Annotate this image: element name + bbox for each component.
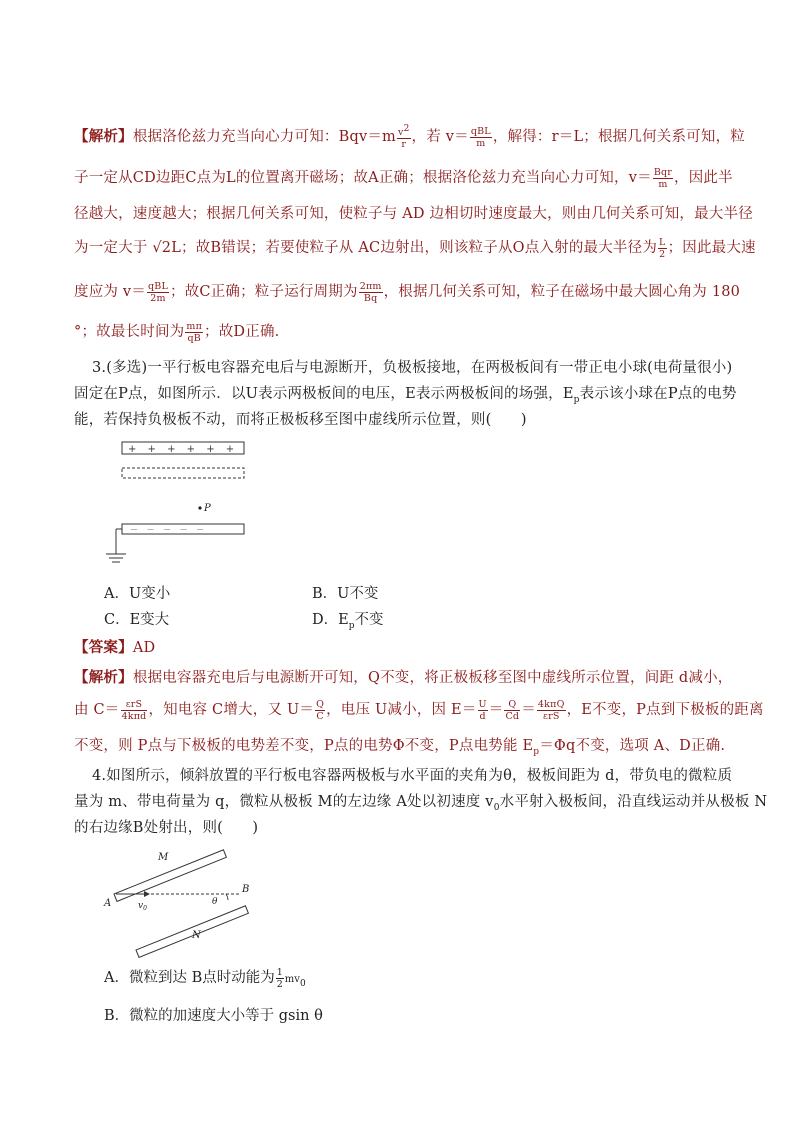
velocity-arrowhead	[144, 891, 150, 897]
q4-line3: 的右边缘B处射出，则( )	[74, 820, 259, 836]
q3-option-d: D．$E_p$不变	[312, 612, 384, 631]
q4-option-a: A．微粒到达 B点时动能为 $\frac{1}{2}$ $mv_0$	[104, 966, 306, 990]
positive-plate-signs: + + + + + +	[128, 444, 239, 455]
analysis3-line2: 由 C＝ $\frac{\text{εrS}}{\text{4kπd}}$ ，知电容 C增大，又 U＝ $\frac{Q}{C}$ ，电压 U减小，因 E＝ $\frac{U}{d}$ ＝ $\frac{Q}{Cd}$ ＝ $\frac{\text{4kπQ}}{\text{εrS}}$ ，E不变，P点到下极板的距离	[74, 698, 764, 722]
q3-line3: 能，若保持负极板不动，而将正极板移至图中虚线所示位置，则( )	[74, 412, 527, 428]
point-p-label: P	[204, 503, 211, 514]
q4-line2: 量为 m、带电荷量为 q，微粒从极板 M的左边缘 A处以初速度 $v_0$水平射入极板间，沿直线运动并从极板 N	[74, 794, 768, 813]
point-b-label: B	[242, 884, 250, 895]
analysis3-line3: 不变，则 P点与下极板的电势差不变，P点的电势Φ不变，P点电势能 $E_p=\Phi q$不变，选项 A、D正确.	[74, 738, 726, 757]
point-a-label: A	[104, 898, 112, 909]
q3-option-b: B．U不变	[312, 586, 379, 602]
analysis1-line6: °；故最长时间为 $\frac{m\pi}{qB}$ ；故D正确.	[74, 320, 280, 344]
plate-m-label: M	[158, 852, 169, 863]
capacitor-figure	[100, 436, 260, 576]
theta-label: θ	[212, 897, 218, 907]
velocity-label: $v_0$	[138, 901, 147, 912]
negative-plate-signs: － － － － －	[130, 525, 208, 534]
q3-line2: 固定在P点，如图所示．以U表示两极板间的电压，E表示两极板间的场强，$E_p$表示该小球在P点的电势	[74, 386, 737, 405]
q3-line1: 3.(多选)一平行板电容器充电后与电源断开，负极板接地，在两极板间有一带正电小球(电荷量很小)	[92, 360, 733, 376]
analysis1-line2: 子一定从CD边距C点为L的位置离开磁场；故A正确；根据洛伦兹力充当向心力可知，v＝ $\frac{\text{Bqr}}{m}$ ，因此半	[74, 166, 733, 190]
plate-n-label: N	[192, 930, 201, 941]
q4-option-b: B．微粒的加速度大小等于 gsin θ	[104, 1008, 323, 1024]
q3-answer: 【答案】AD	[74, 639, 156, 656]
analysis1-line4: 为一定大于 √2L；故B错误；若要使粒子从 AC边射出，则该粒子从O点入射的最大半径为 $\frac{L}{2}$ ；因此最大速	[74, 236, 756, 260]
dashed-plate-position	[122, 468, 244, 478]
analysis1-line3: 径越大，速度越大；根据几何关系可知，使粒子与 AD 边相切时速度最大，则由几何关系可知，最大半径	[74, 206, 753, 222]
q3-option-c: C．E变大	[104, 612, 170, 628]
q4-line1: 4.如图所示，倾斜放置的平行板电容器两极板与水平面的夹角为θ，极板间距为 d，带负电的微粒质	[92, 768, 733, 784]
analysis3-line1: 【解析】根据电容器充电后与电源断开可知，Q不变，将正极板移至图中虚线所示位置，间距 d减小，	[74, 669, 733, 686]
tilted-capacitor-figure	[100, 838, 270, 958]
q3-option-a: A．U变小	[104, 586, 171, 602]
point-p	[198, 506, 201, 509]
analysis1-line5: 度应为 v＝ $\frac{\text{qBL}}{2m}$ ；故C正确；粒子运行周期为 $\frac{2\pi m}{Bq}$ ，根据几何关系可知，粒子在磁场中最大圆心角为 180	[74, 280, 741, 304]
analysis1-line1: 【解析】根据洛伦兹力充当向心力可知：Bqv＝m $\frac{v2}{r}$ ，若 v＝ $\frac{\text{qBL}}{m}$ ，解得：r＝L；根据几何关系可知，粒	[74, 124, 745, 151]
angle-arc	[226, 894, 228, 900]
